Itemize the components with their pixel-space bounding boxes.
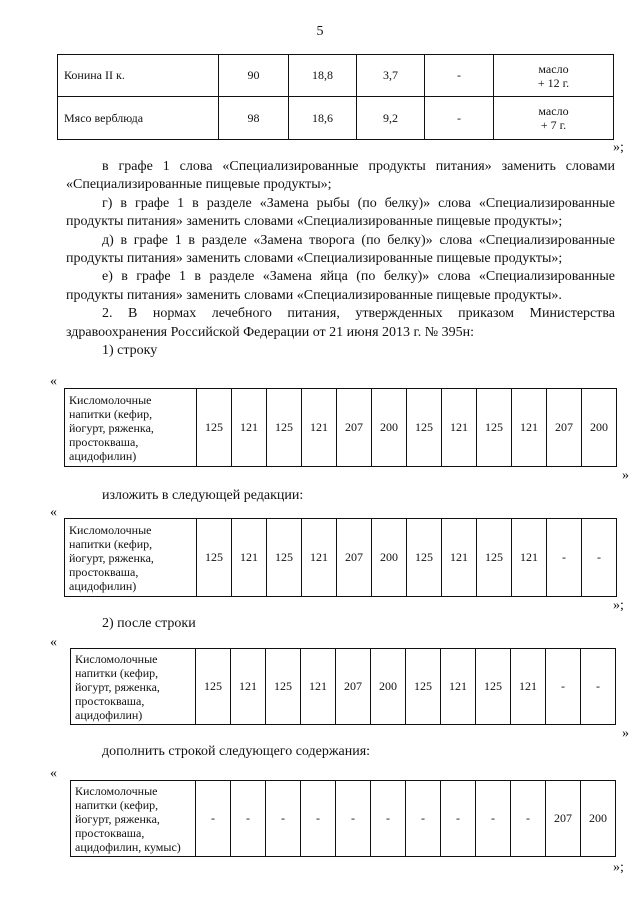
norm-value-cell: 121 bbox=[512, 519, 547, 597]
table-row bbox=[71, 781, 616, 857]
paragraph: дополнить строкой следующего содержания: bbox=[102, 744, 371, 759]
norm-value-cell: 200 bbox=[372, 519, 407, 597]
product-label-line: йогурт, ряженка, bbox=[75, 811, 160, 826]
page-number: 5 bbox=[316, 24, 324, 39]
product-label bbox=[71, 781, 196, 857]
norm-value-cell: 121 bbox=[231, 649, 266, 725]
product-label-line: простокваша, bbox=[75, 825, 145, 840]
norms-table-reference bbox=[70, 648, 616, 725]
paragraph: 2. В нормах лечебного питания, утвержденных приказом Министерства здравоохранения Российской Федерации от 21 июня 2013 г. № 395н: bbox=[66, 306, 615, 340]
norm-value-cell: 207 bbox=[337, 519, 372, 597]
cell: - bbox=[425, 97, 494, 140]
norm-value-cell: 121 bbox=[232, 389, 267, 467]
paragraph: д) в графе 1 в разделе «Замена творога (по белку)» слова «Специализированные продукты питания» заменить словами «Специализированные пищевые продукты»; bbox=[66, 232, 615, 267]
norm-value-cell: - bbox=[301, 781, 336, 857]
norm-value-cell: 125 bbox=[407, 389, 442, 467]
instruction bbox=[66, 743, 615, 761]
norm-value-cell: - bbox=[582, 519, 617, 597]
norm-value-cell: 121 bbox=[232, 519, 267, 597]
norm-value-cell: 200 bbox=[582, 389, 617, 467]
table-row bbox=[71, 649, 616, 725]
cell: 18,8 bbox=[289, 55, 357, 97]
product-label-line: напитки (кефир, bbox=[69, 406, 153, 421]
paragraph: 2) после строки bbox=[102, 616, 196, 631]
note-cell bbox=[494, 97, 614, 140]
norm-value-cell: - bbox=[371, 781, 406, 857]
note-line: + 12 г. bbox=[537, 75, 570, 90]
paragraph: 1) строку bbox=[102, 343, 158, 359]
norm-value-cell: 121 bbox=[441, 649, 476, 725]
norm-value-cell: 200 bbox=[372, 389, 407, 467]
norm-value-cell: 121 bbox=[512, 389, 547, 467]
quote-open: « bbox=[50, 374, 57, 389]
norm-value-cell: 125 bbox=[266, 649, 301, 725]
norm-value-cell: - bbox=[196, 781, 231, 857]
norm-value-cell: 125 bbox=[476, 649, 511, 725]
norm-value-cell: 207 bbox=[337, 389, 372, 467]
note-line: + 7 г. bbox=[540, 118, 567, 132]
product-label-line: напитки (кефир, bbox=[75, 665, 159, 680]
product-label-line: ацидофилин) bbox=[69, 578, 137, 593]
cell: 9,2 bbox=[357, 97, 425, 140]
table-row bbox=[58, 55, 614, 97]
quote-close-semicolon: »; bbox=[613, 140, 624, 155]
quote-close: » bbox=[622, 726, 629, 741]
product-label-line: простокваша, bbox=[75, 693, 145, 708]
product-label-line: ацидофилин, кумыс) bbox=[75, 839, 181, 854]
norm-value-cell: - bbox=[231, 781, 266, 857]
table-row bbox=[58, 97, 614, 140]
norm-value-cell: 121 bbox=[511, 649, 546, 725]
amendment-text bbox=[66, 158, 615, 360]
norm-value-cell: 125 bbox=[196, 649, 231, 725]
product-label-line: ацидофилин) bbox=[69, 448, 137, 463]
cell: 98 bbox=[219, 97, 289, 140]
norm-value-cell: - bbox=[581, 649, 616, 725]
product-label bbox=[65, 519, 197, 597]
norm-value-cell: 200 bbox=[371, 649, 406, 725]
quote-open: « bbox=[50, 766, 57, 781]
product-label bbox=[71, 649, 196, 725]
cell: 90 bbox=[219, 55, 289, 97]
product-label bbox=[65, 389, 197, 467]
norm-value-cell: 125 bbox=[477, 519, 512, 597]
norm-value-cell: - bbox=[476, 781, 511, 857]
product-label-line: Кисломолочные bbox=[69, 522, 152, 537]
note-line: масло bbox=[538, 104, 569, 118]
product-label-line: йогурт, ряженка, bbox=[75, 679, 160, 694]
product-label-line: простокваша, bbox=[69, 434, 139, 449]
product-label-line: напитки (кефир, bbox=[69, 536, 153, 551]
paragraph: в графе 1 слова «Специализированные продукты питания» заменить словами «Специализированные пищевые продукты»; bbox=[66, 159, 615, 193]
product-label-line: йогурт, ряженка, bbox=[69, 550, 154, 565]
norm-value-cell: 125 bbox=[267, 389, 302, 467]
product-label-line: Кисломолочные bbox=[75, 651, 158, 666]
norm-value-cell: 125 bbox=[477, 389, 512, 467]
quote-open: « bbox=[50, 505, 57, 520]
norm-value-cell: 121 bbox=[442, 519, 477, 597]
norm-value-cell: 200 bbox=[581, 781, 616, 857]
paragraph: изложить в следующей редакции: bbox=[102, 488, 304, 503]
quote-close-semicolon: »; bbox=[613, 860, 624, 875]
norm-value-cell: 121 bbox=[442, 389, 477, 467]
norms-table-revised bbox=[64, 518, 617, 597]
instruction bbox=[66, 615, 615, 633]
norm-value-cell: 125 bbox=[406, 649, 441, 725]
note-line: масло bbox=[538, 61, 569, 76]
norms-table-original bbox=[64, 388, 617, 467]
norm-value-cell: 125 bbox=[197, 519, 232, 597]
cell: - bbox=[425, 55, 494, 97]
cell: 3,7 bbox=[357, 55, 425, 97]
product-label-line: ацидофилин) bbox=[75, 707, 143, 722]
norm-value-cell: - bbox=[546, 649, 581, 725]
product-label-line: напитки (кефир, bbox=[75, 797, 159, 812]
quote-close: » bbox=[622, 468, 629, 483]
table-row bbox=[65, 389, 617, 467]
norm-value-cell: 125 bbox=[197, 389, 232, 467]
norm-value-cell: 207 bbox=[546, 781, 581, 857]
norm-value-cell: - bbox=[511, 781, 546, 857]
norm-value-cell: 121 bbox=[302, 519, 337, 597]
norm-value-cell: - bbox=[336, 781, 371, 857]
norm-value-cell: - bbox=[441, 781, 476, 857]
norm-value-cell: 121 bbox=[302, 389, 337, 467]
norm-value-cell: 121 bbox=[301, 649, 336, 725]
paragraph: е) в графе 1 в разделе «Замена яйца (по белку)» слова «Специализированные продукты питания» заменить словами «Специализированные пищевые продукты». bbox=[66, 269, 615, 303]
norm-value-cell: 125 bbox=[407, 519, 442, 597]
norm-value-cell: 125 bbox=[267, 519, 302, 597]
norms-table-new bbox=[70, 780, 616, 857]
cell: 18,6 bbox=[289, 97, 357, 140]
table-row bbox=[65, 519, 617, 597]
product-label-line: Кисломолочные bbox=[75, 783, 158, 798]
product-label-line: Кисломолочные bbox=[69, 392, 152, 407]
norm-value-cell: 207 bbox=[336, 649, 371, 725]
norm-value-cell: - bbox=[547, 519, 582, 597]
row-name: Мясо верблюда bbox=[58, 97, 219, 140]
product-label-line: простокваша, bbox=[69, 564, 139, 579]
product-label-line: йогурт, ряженка, bbox=[69, 420, 154, 435]
quote-close-semicolon: »; bbox=[613, 598, 624, 613]
norm-value-cell: - bbox=[406, 781, 441, 857]
paragraph: г) в графе 1 в разделе «Замена рыбы (по белку)» слова «Специализированные продукты питания» заменить словами «Специализированные пищевые продукты»; bbox=[66, 195, 615, 230]
instruction bbox=[66, 487, 615, 505]
row-name: Конина II к. bbox=[58, 55, 219, 97]
norm-value-cell: - bbox=[266, 781, 301, 857]
top-table bbox=[57, 54, 614, 140]
norm-value-cell: 207 bbox=[547, 389, 582, 467]
note-cell bbox=[494, 55, 614, 97]
quote-open: « bbox=[50, 635, 57, 650]
